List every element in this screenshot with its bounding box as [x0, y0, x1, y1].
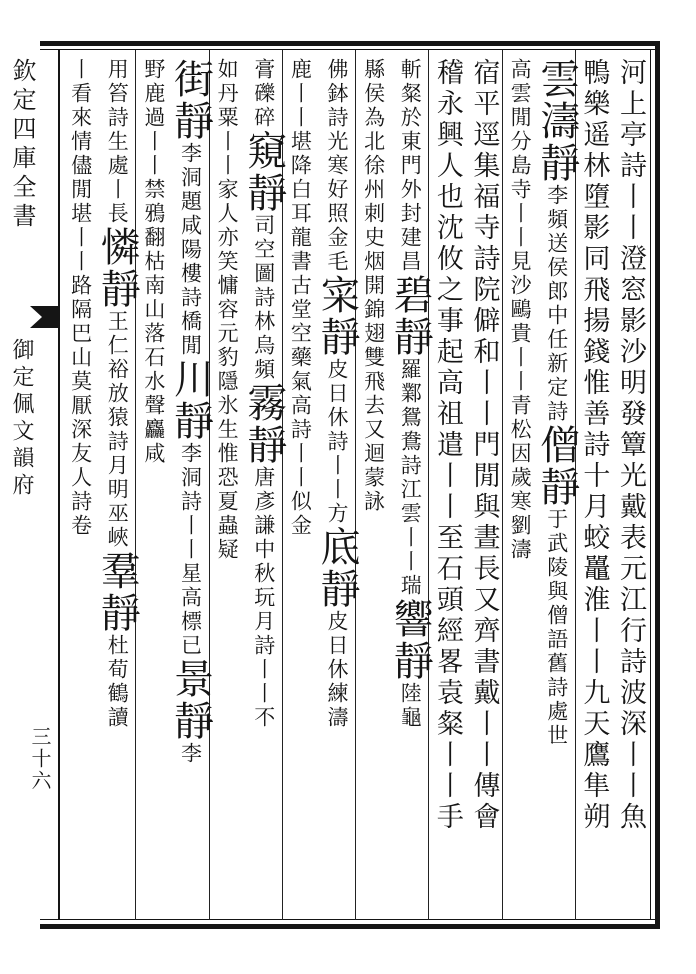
text-run: 王仁裕放猿詩月明巫峽 — [105, 310, 130, 550]
frame-border-top-inner — [40, 49, 658, 50]
frame-border-right-inner — [650, 49, 651, 920]
headword: 靜 — [167, 700, 214, 742]
text-run: 咸 — [141, 442, 166, 466]
text-run: 鴨樂遥林墮影同飛揚錢惟善詩十月蛟鼉淮丨丨九天鷹隼朔 — [578, 58, 610, 833]
text-run: 皮日休練濤 — [325, 610, 349, 730]
text-run: 野鹿過丨丨禁鴉翻 — [141, 58, 166, 250]
column-rule — [355, 50, 356, 920]
text-run: 羅鄴鴛鴦詩江雲丨丨瑞 — [398, 358, 423, 598]
text-run: 縣侯為北徐州刺史 — [361, 58, 386, 250]
text-column — [282, 58, 319, 918]
text-run: 烟開錦翅雙飛去又迴 — [361, 250, 386, 466]
headword: 碧 — [387, 274, 434, 316]
text-run: 宿平逕集福寺詩院僻和丨丨門閒與晝長又齊書戴丨丨傳會 — [468, 58, 500, 833]
headword: 寀 — [314, 274, 360, 316]
headword: 響 — [387, 598, 434, 640]
text-run: 丨看來情儘閒 — [68, 58, 93, 202]
text-column — [135, 58, 172, 918]
text-column — [355, 58, 392, 918]
text-run: 高 — [508, 58, 533, 82]
headword: 靜 — [240, 172, 287, 214]
text-run: 友人詩卷 — [68, 442, 93, 538]
headword: 僧 — [533, 424, 580, 466]
headword: 憐 — [94, 226, 141, 268]
headword: 景 — [167, 658, 214, 700]
collection-title: 欽定四庫全書 — [8, 58, 36, 232]
headword: 川 — [167, 358, 214, 400]
fishtail-mark-icon — [28, 304, 58, 330]
headword: 靜 — [94, 268, 141, 310]
headword: 窺 — [240, 130, 287, 172]
text-run: 用笞詩生處丨長 — [105, 58, 130, 226]
text-run: 如丹粟 — [215, 58, 240, 130]
text-run: 司空圖詩林烏頻 — [251, 214, 276, 382]
text-run: 枯南山落石水聲麤 — [141, 250, 166, 442]
folio-number: 三十六 — [28, 726, 52, 792]
headword: 底 — [314, 526, 360, 568]
headword: 街 — [167, 58, 214, 100]
headword: 靜 — [167, 100, 214, 142]
frame-border-top — [40, 41, 658, 46]
text-run: 蒙詠 — [361, 466, 386, 514]
headword: 靜 — [387, 640, 434, 682]
text-column — [209, 58, 246, 918]
text-run: 雲閒分島寺丨丨見沙鷗 — [508, 82, 533, 322]
frame-border-right — [655, 41, 660, 929]
text-column — [575, 58, 612, 918]
text-run: 稽永興人也沈攸之事起高祖遣丨丨至石頭經畧袁粲丨丨手 — [431, 58, 463, 833]
frame-border-bottom — [40, 924, 658, 929]
text-column — [167, 58, 214, 918]
text-column — [387, 58, 434, 918]
text-run: 膏礫碎 — [251, 58, 276, 130]
headword: 靜 — [533, 466, 580, 508]
text-column — [314, 58, 360, 918]
text-run: 堪丨丨路隔巴山莫厭深 — [68, 202, 93, 442]
headword: 雲 — [533, 58, 580, 100]
headword: 羣 — [94, 550, 141, 592]
text-run: 書古堂空藥氣高 — [288, 250, 313, 418]
headword: 濤 — [533, 100, 580, 142]
text-run: 鹿丨丨堪降白耳龍 — [288, 58, 313, 250]
text-run: 李洞題咸陽樓詩橋閒 — [178, 142, 203, 358]
page-margin — [0, 0, 58, 974]
text-column — [428, 58, 465, 918]
text-run: 唐彥謙中秋玩月詩丨丨不 — [251, 466, 276, 730]
text-run: 容元豹隱氷生惟恐夏蟲疑 — [215, 298, 240, 562]
headword: 靜 — [533, 142, 580, 184]
text-column — [465, 58, 502, 918]
text-column — [502, 58, 539, 918]
column-rule — [209, 50, 210, 920]
headword: 靜 — [94, 592, 141, 634]
frame-border-left — [58, 49, 60, 920]
text-run: 于武陵與僧語舊詩處世 — [544, 508, 569, 748]
frame-border-bottom-inner — [40, 919, 658, 920]
text-run: 貴丨丨青松因歲寒劉濤 — [508, 322, 533, 562]
headword: 靜 — [314, 568, 360, 610]
headword: 靜 — [387, 316, 434, 358]
column-rule — [502, 50, 503, 920]
text-column — [611, 58, 648, 918]
volume-title: 御定佩文韻府 — [9, 338, 34, 500]
text-run: 李洞詩丨丨星高標已 — [178, 442, 203, 658]
text-run: 皮日休詩丨丨方 — [325, 358, 349, 526]
text-column — [533, 58, 580, 918]
text-column — [94, 58, 141, 918]
text-run: 李頻送侯郎中任新定詩 — [544, 184, 569, 424]
headword: 靜 — [240, 424, 287, 466]
headword: 霧 — [240, 382, 287, 424]
text-run: 陸龜 — [398, 682, 423, 730]
text-column — [240, 58, 287, 918]
text-run: 杜荀鶴讀 — [105, 634, 130, 730]
text-run: 李 — [178, 742, 203, 766]
text-column — [62, 58, 99, 918]
text-run: 河上亭詩丨丨澄窓影沙明發簟光戴表元江行詩波深丨丨魚 — [615, 58, 646, 833]
headword: 靜 — [314, 316, 360, 358]
text-run: 佛鉢詩光寒好照金毛 — [325, 58, 349, 274]
text-run: 丨丨家人亦笑慵 — [215, 130, 240, 298]
text-run: 詩丨丨似金 — [288, 418, 313, 538]
text-run: 斬粲於東門外封建昌 — [398, 58, 423, 274]
headword: 靜 — [167, 400, 214, 442]
